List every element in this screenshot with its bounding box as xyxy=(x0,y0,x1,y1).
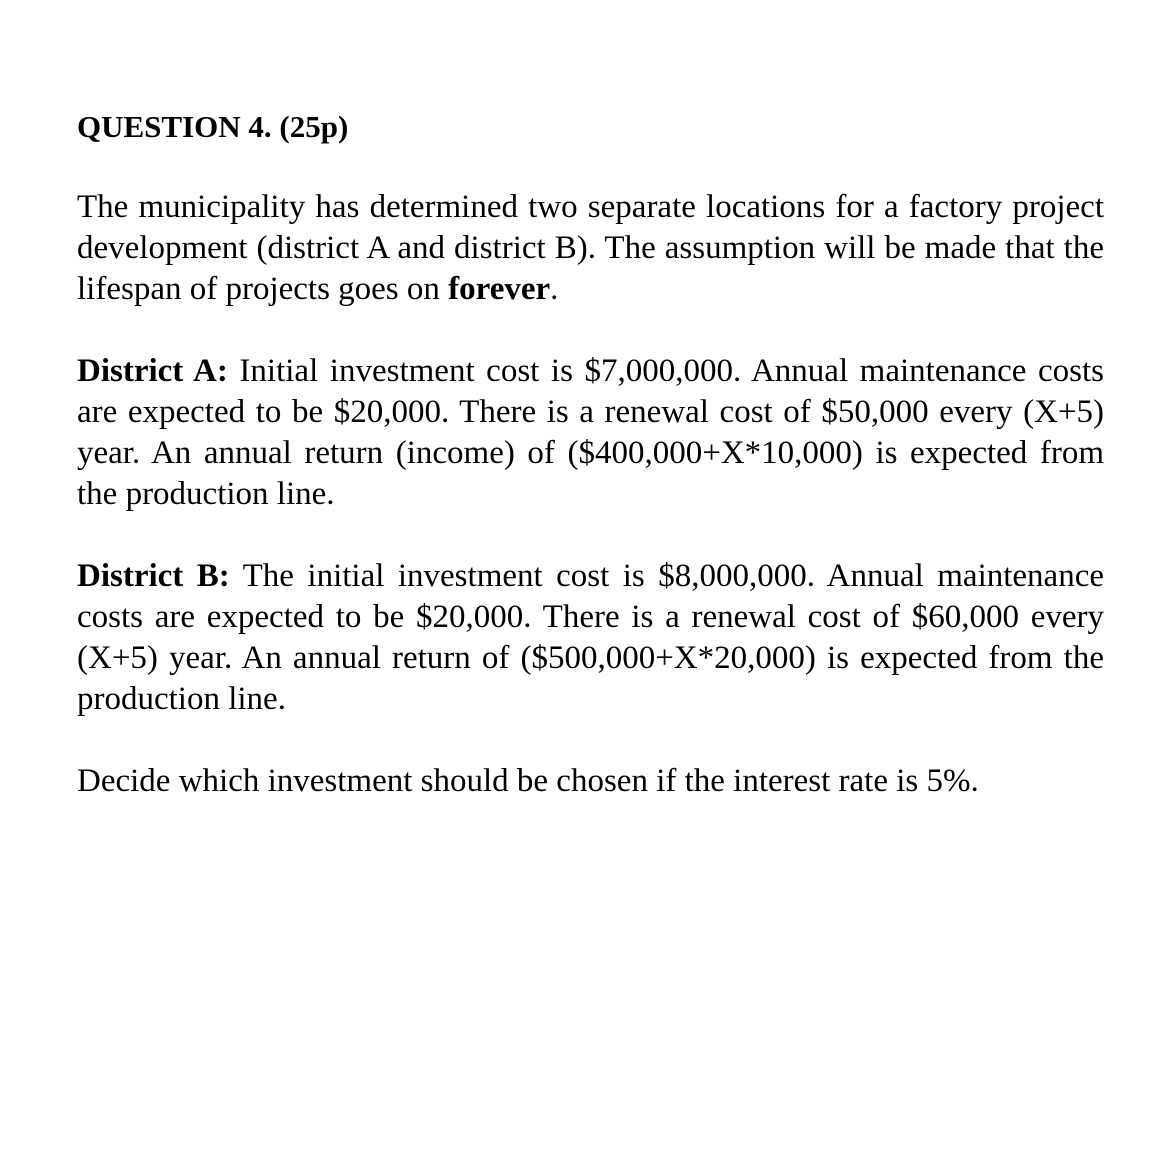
question-heading: QUESTION 4. (25p) xyxy=(77,109,349,144)
intro-text-after: . xyxy=(550,271,559,307)
district-a-label: District A: xyxy=(77,353,228,389)
intro-paragraph xyxy=(77,187,1104,310)
district-b-label: District B: xyxy=(77,558,230,594)
document-page xyxy=(77,106,1104,843)
district-b-paragraph xyxy=(77,556,1104,720)
district-b-text: The initial investment cost is $8,000,000. Annual maintenance costs are expected to be $20,000. There is a renewal cost of $60,000 every (X+5) year. An annual return of ($500,000+X*20,000) is expected from the production line. xyxy=(77,558,1104,717)
intro-emphasis: forever xyxy=(448,271,551,307)
district-a-paragraph xyxy=(77,351,1104,515)
closing-paragraph: Decide which investment should be chosen if the interest rate is 5%. xyxy=(77,763,979,799)
district-a-text: Initial investment cost is $7,000,000. Annual maintenance costs are expected to be $20,000. There is a renewal cost of $50,000 every (X+5) year. An annual return (income) of ($400,000+X*10,000) is expected from the production line. xyxy=(77,353,1104,512)
intro-text-before: The municipality has determined two separate locations for a factory project development (district A and district B). The assumption will be made that the lifespan of projects goes on xyxy=(77,189,1104,307)
